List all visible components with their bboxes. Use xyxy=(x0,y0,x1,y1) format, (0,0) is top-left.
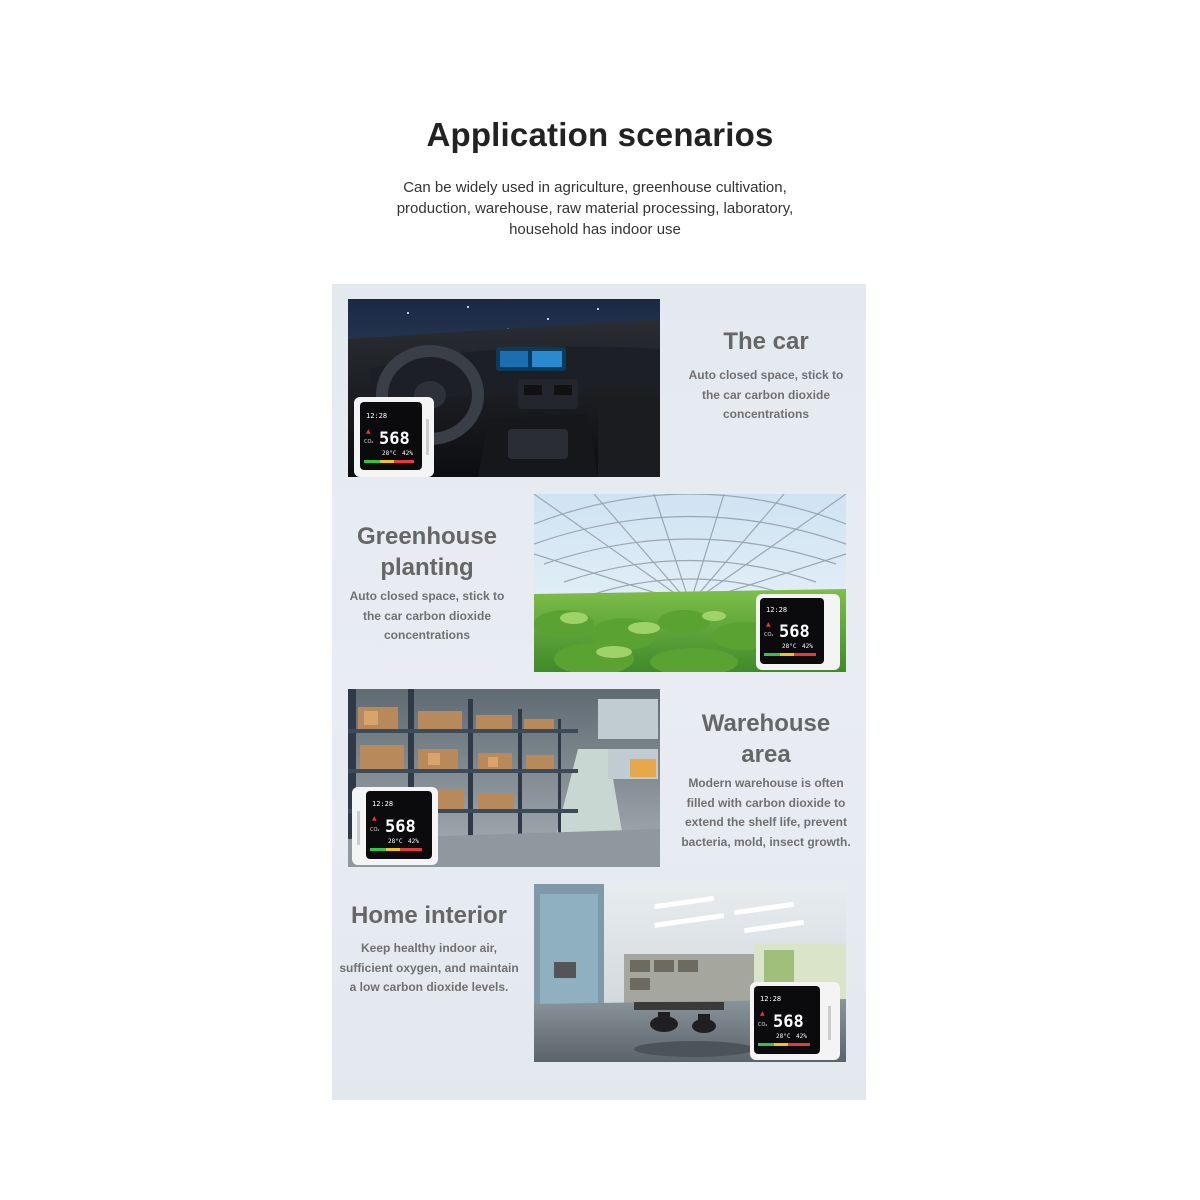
scenario-home-description: Keep healthy indoor air, sufficient oxygen, and maintain a low carbon dioxide levels. xyxy=(339,941,519,994)
svg-text:568: 568 xyxy=(379,429,410,449)
svg-text:▲: ▲ xyxy=(372,815,377,822)
scenarios-panel xyxy=(332,284,866,1100)
svg-text:12:28: 12:28 xyxy=(372,800,394,808)
svg-text:28°C: 28°C xyxy=(382,450,397,457)
scenario-car-description: Auto closed space, stick to the car carbon dioxide concentrations xyxy=(688,368,844,421)
svg-text:568: 568 xyxy=(385,817,416,837)
car-interior-photo xyxy=(348,299,660,477)
scenario-home-title: Home interior xyxy=(350,902,508,929)
svg-text:568: 568 xyxy=(779,622,810,642)
page-subtitle: Can be widely used in agriculture, greenhouse cultivation, production, warehouse, raw material processing, laboratory, household has indoor use xyxy=(396,179,794,238)
svg-text:12:28: 12:28 xyxy=(766,606,788,614)
svg-text:28°C: 28°C xyxy=(776,1033,791,1040)
svg-text:12:28: 12:28 xyxy=(760,995,782,1003)
scenario-greenhouse-caption xyxy=(346,521,508,646)
svg-text:CO₂: CO₂ xyxy=(370,827,380,833)
svg-text:▲: ▲ xyxy=(766,621,771,628)
warehouse-photo xyxy=(348,689,660,867)
scenario-warehouse-description: Modern warehouse is often filled with carbon dioxide to extend the shelf life, prevent bacteria, mold, insect growth. xyxy=(681,776,851,849)
scenario-car-caption xyxy=(678,326,854,425)
svg-text:42%: 42% xyxy=(402,450,413,457)
scenario-car-title: The car xyxy=(723,328,809,355)
svg-text:568: 568 xyxy=(773,1012,804,1032)
scenario-greenhouse-title: Greenhouse planting xyxy=(356,523,498,581)
scenario-greenhouse-description: Auto closed space, stick to the car carbon dioxide concentrations xyxy=(349,589,505,642)
page-title: Application scenarios xyxy=(426,116,774,153)
scenario-warehouse-title: Warehouse area xyxy=(701,710,831,768)
svg-text:CO₂: CO₂ xyxy=(364,439,374,445)
scenario-warehouse-caption xyxy=(678,708,854,852)
svg-text:CO₂: CO₂ xyxy=(758,1022,768,1028)
svg-text:28°C: 28°C xyxy=(388,838,403,845)
svg-text:28°C: 28°C xyxy=(782,643,797,650)
svg-text:CO₂: CO₂ xyxy=(764,632,774,638)
svg-text:42%: 42% xyxy=(796,1033,807,1040)
svg-text:42%: 42% xyxy=(408,838,419,845)
scenario-home-caption xyxy=(336,900,522,998)
svg-text:12:28: 12:28 xyxy=(366,412,388,420)
svg-text:▲: ▲ xyxy=(366,428,371,435)
greenhouse-photo xyxy=(534,494,846,672)
svg-text:42%: 42% xyxy=(802,643,813,650)
svg-text:▲: ▲ xyxy=(760,1010,765,1017)
home-interior-photo xyxy=(534,884,846,1062)
